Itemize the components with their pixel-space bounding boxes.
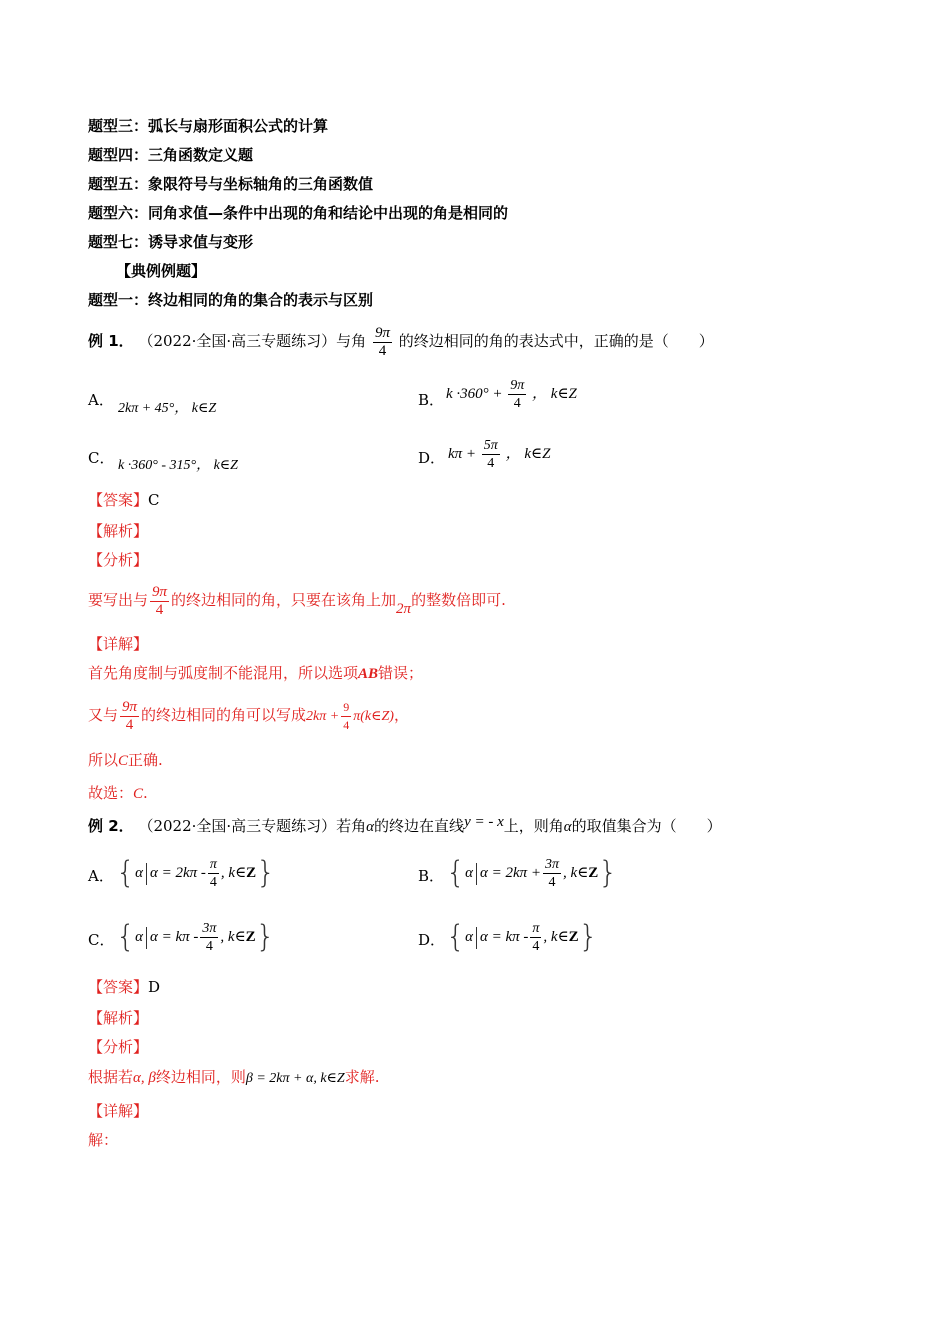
fraction: $\frac{\pi}{4}$ xyxy=(532,921,540,955)
example2-source: （2022·全国·高三专题练习）若角 xyxy=(138,817,367,835)
ex2-answer-line xyxy=(88,977,160,997)
answer-value: C xyxy=(148,491,160,509)
type1-heading: 题型一：终边相同的角的集合的表示与区别 xyxy=(88,291,374,309)
option-d-label: D． xyxy=(418,449,446,467)
ex2-option-a-expr: {α α = 2kπ - $\frac{\pi}{4}$ , k∈Z} xyxy=(116,855,276,891)
ex2-option-c-expr: {α α = kπ - $\frac{3\pi}{4}$ , k∈Z} xyxy=(116,919,275,955)
analysis-tag: 【解析】 xyxy=(88,522,149,540)
ex2-option-d-label: D． xyxy=(418,931,446,949)
fraction: $\frac{3\pi}{4}$ xyxy=(545,857,560,891)
example1-tail: 的终边相同的角的表达式中，正确的是（ ） xyxy=(398,332,714,350)
answer-tag: 【答案】 xyxy=(88,491,149,509)
option-b-label: B． xyxy=(418,391,445,409)
ex2-solve: 解： xyxy=(88,1131,119,1149)
example1-source: （2022·全国·高三专题练习）与角 xyxy=(138,332,367,350)
ex2-detail-tag: 【详解】 xyxy=(88,1102,149,1120)
ex2-fenxi-text: 根据若α, β终边相同，则β = 2kπ + α, k∈Z求解. xyxy=(88,1068,380,1086)
example2-label: 例 2． xyxy=(88,817,134,835)
fraction: $\frac{5\pi}{4}$ xyxy=(483,438,498,472)
detail-line-3: 所以C正确. xyxy=(88,751,163,769)
fraction: $\frac{\pi}{4}$ xyxy=(209,857,217,891)
type5-heading: 题型五：象限符号与坐标轴角的三角函数值 xyxy=(88,175,374,193)
fraction: $\frac{9\pi}{4}$ xyxy=(374,324,390,359)
option-c-expr: k ·360° - 315°， k∈Z xyxy=(118,458,238,473)
answer-line xyxy=(88,490,160,510)
option-b-expr: k ·360° + $\frac{9\pi}{4}$ ， k∈Z xyxy=(446,378,577,412)
fraction: $\frac{9\pi}{4}$ xyxy=(122,698,138,733)
section-title: 【典例例题】 xyxy=(116,262,207,280)
detail-line-4: 故选：C. xyxy=(88,784,148,802)
type6-heading: 题型六：同角求值—条件中出现的角和结论中出现的角是相同的 xyxy=(88,204,509,222)
option-d-expr: kπ + $\frac{5\pi}{4}$ ， k∈Z xyxy=(448,438,551,472)
ex2-option-b-expr: {α α = 2kπ + $\frac{3\pi}{4}$ , k∈Z} xyxy=(446,855,618,891)
example1-question xyxy=(88,320,714,362)
ex2-option-a-label: A． xyxy=(88,867,114,885)
ex2-option-c-label: C． xyxy=(88,931,115,949)
fraction: $\frac{9\pi}{4}$ xyxy=(510,378,525,412)
type4-heading: 题型四：三角函数定义题 xyxy=(88,146,254,164)
fenxi-tag: 【分析】 xyxy=(88,551,149,569)
ex2-fenxi-tag: 【分析】 xyxy=(88,1038,149,1056)
option-a-label: A． xyxy=(88,391,114,409)
detail-line-2: 又与 $\frac{9\pi}{4}$ 的终边相同的角可以写成2kπ + $\frac{9}{4}$ π(k∈Z)， xyxy=(88,698,409,733)
fraction: $\frac{9}{4}$ xyxy=(343,699,350,732)
ex2-option-d-expr: {α α = kπ - $\frac{\pi}{4}$ , k∈Z} xyxy=(446,919,598,955)
type3-heading: 题型三：弧长与扇形面积公式的计算 xyxy=(88,117,329,135)
option-c-label: C． xyxy=(88,449,115,467)
detail-tag: 【详解】 xyxy=(88,635,149,653)
detail-line-1: 首先角度制与弧度制不能混用，所以选项AB错误； xyxy=(88,664,424,682)
answer-value: D xyxy=(148,978,161,996)
ex2-analysis-tag: 【解析】 xyxy=(88,1009,149,1027)
fenxi-text: 要写出与 $\frac{9\pi}{4}$ 的终边相同的角，只要在该角上加2π的整数倍即可. xyxy=(88,583,506,618)
answer-tag: 【答案】 xyxy=(88,978,149,996)
ex2-option-b-label: B． xyxy=(418,867,445,885)
type7-heading: 题型七：诱导求值与变形 xyxy=(88,233,254,251)
example1-label: 例 1． xyxy=(88,332,134,350)
fraction: $\frac{3\pi}{4}$ xyxy=(202,921,217,955)
fraction: $\frac{9\pi}{4}$ xyxy=(152,583,168,618)
option-a-expr: 2kπ + 45°， k∈Z xyxy=(118,401,217,416)
example2-question: 例 2． （2022·全国·高三专题练习）若角α的终边在直线y = - x上，则角α的取值集合为（ ） xyxy=(88,814,722,835)
